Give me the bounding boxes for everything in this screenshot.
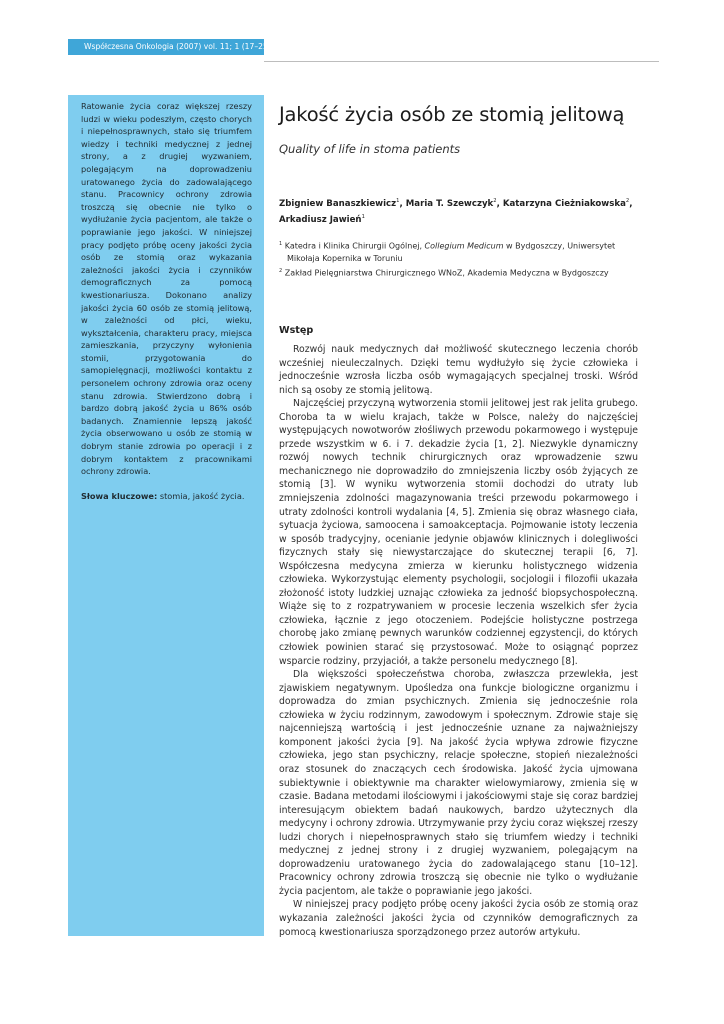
- author-separator: ,: [496, 198, 503, 209]
- abstract-text: Ratowanie życia coraz większej rzeszy ludzi w wieku podeszłym, często chorych i niepełnosprawnych, stało się triumfem wiedzy i techniki medycznej z jednej strony, a z drugiej wyzwaniem, polegającym na doprowadzeniu uratowanego życia do zadowalającego stanu. Pracownicy ochrony zdrowia troszczą się obecnie nie tylko o wydłużanie życia pacjentom, ale także o poprawianie jego jakości. W niniejszej pracy podjęto próbę oceny jakości życia osób ze stomią oraz wykazania zależności jakości życia i czynników demograficznych za pomocą kwestionariusza. Dokonano analizy jakości życia 60 osób ze stomią jelitową, w zależności od płci, wieku, wykształcenia, charakteru pracy, miejsca zamieszkania, przyczyny wyłonienia stomii, przygotowania do samopielęgnacji, możliwości kontaktu z personelem ochrony zdrowia oraz oceny stanu zdrowia. Stwierdzono dobrą i bardzo dobrą jakość życia u 86% osób badanych. Znamiennie lepszą jakość życia obserwowano u osób ze stomią w dobrym stanie zdrowia po operacji i z dobrym kontaktem z pracownikami ochrony zdrowia.: [81, 101, 252, 477]
- author-list: [279, 195, 638, 227]
- body-paragraph: Najczęściej przyczyną wytworzenia stomii jelitowej jest rak jelita grubego. Choroba ta w wielu krajach, także w Polsce, należy do najczęściej występujących nowotworów złośliwych przewodu pokarmowego i występuje przede wszystkim w 6. i 7. dekadzie życia [1, 2]. Niezwykle dynamiczny rozwój nowych technik chirurgicznych oraz wprowadzenie szwu mechanicznego nie doprowadziło do zmniejszenia liczby osób żyjących ze stomią [3]. W wyniku wytworzenia stomii dochodzi do utraty lub zmniejszenia zdolności magazynowania treści przewodu pokarmowego i utraty zdolności kontroli wydalania [4, 5]. Zmienia się obraz własnego ciała, sytuacja życiowa, samoocena i samoakceptacja. Pojmowanie istoty leczenia w sposób tradycyjny, ocenianie jedynie objawów klinicznych i dolegliwości fizycznych stały się niewystarczające do skutecznej terapii [6, 7]. Współczesna medycyna zmierza w kierunku holistycznego widzenia człowieka. Wykorzystując elementy psychologii, socjologii i filozofii ukazała złożoność istoty ludzkiej uznając człowieka za jedność biopsychospołeczną. Wiąże się to z rozpatrywaniem w procesie leczenia wszelkich sfer życia człowieka, łącznie z jego otoczeniem. Podejście holistyczne postrzega chorobę jako zmianę pewnych warunków codziennej egzystencji, do których człowiek powinien starać się przystosować. Może to osiągnąć poprzez wsparcie rodziny, przyjaciół, a także personelu medycznego [8].: [279, 398, 638, 667]
- affiliation-1: [279, 238, 638, 265]
- header-divider: [264, 61, 659, 62]
- keywords: [81, 490, 252, 503]
- section-heading: Wstęp: [279, 325, 314, 336]
- affiliation-institution: Collegium Medicum: [424, 241, 504, 251]
- abstract-sidebar: [68, 95, 264, 936]
- author-affiliation-mark: 1: [361, 213, 365, 220]
- body-paragraph: Rozwój nauk medycznych dał możliwość skutecznego leczenia chorób wcześniej nieuleczalnych. Dzięki temu wydłużyło się życie człowieka i jednocześnie wzrosła liczba osób wymagających specjalnej troski. Wśród nich są osoby ze stomią jelitową.: [279, 344, 638, 396]
- body-text: [279, 343, 638, 939]
- affiliation-2: [279, 265, 638, 280]
- author-affiliation-mark: 2: [493, 198, 497, 204]
- author-separator: ,: [399, 198, 406, 209]
- author-name: Maria T. Szewczyk: [405, 198, 494, 209]
- author-affiliation-mark: 2: [625, 198, 630, 204]
- affiliation-text: Zakład Pielęgniarstwa Chirurgicznego WNoZ, Akademia Medyczna w Bydgoszczy: [282, 268, 609, 278]
- body-paragraph: Dla większości społeczeństwa choroba, zwłaszcza przewlekła, jest zjawiskiem negatywnym. Upośledza ona funkcje biologiczne organizmu i doprowadza do zmian psychicznych. Zmienia się jednocześnie rola człowieka w życiu rodzinnym, zawodowym i społecznym. Zdrowie staje się najcenniejszą wartością i jest jednocześnie uznane za najważniejszy komponent jakości życia [9]. Na jakość życia wpływa zdrowie fizyczne człowieka, jego stan psychiczny, relacje społeczne, stopień niezależności oraz stosunek do znaczących cech środowiska. Jakość życia ujmowana subiektywnie i obiektywnie ma charakter wielowymiarowy, zmienia się w czasie. Badana metodami ilościowymi i jakościowymi staje się coraz bardziej interesującym obiektem badań naukowych, bardzo użytecznych dla medycyny i ochrony zdrowia. Utrzymywanie przy życiu coraz większej rzeszy ludzi chorych i niepełnosprawnych stało się triumfem wiedzy i techniki medycznej z jednej strony i z drugiej wyzwaniem, polegającym na doprowadzeniu uratowanego życia do zadowalającego stanu [10–12]. Pracownicy ochrony zdrowia troszczą się obecnie nie tylko o wydłużanie życia pacjentom, ale także o poprawianie jego jakości.: [279, 669, 638, 897]
- author-separator: ,: [629, 198, 633, 209]
- affiliations: [279, 238, 638, 279]
- author-name: Zbigniew Banaszkiewicz: [279, 198, 397, 209]
- keywords-label: Słowa kluczowe:: [81, 490, 158, 501]
- article-subtitle: Quality of life in stoma patients: [279, 142, 461, 156]
- affiliation-text: Katedra i Klinika Chirurgii Ogólnej,: [282, 241, 425, 251]
- author-name: Katarzyna Cieżniakowska: [502, 198, 626, 209]
- author-affiliation-mark: 1: [396, 198, 400, 204]
- affiliation-text: w Bydgoszczy, Uniwersytet Mikołaja Kopernika w Toruniu: [287, 241, 616, 263]
- body-paragraph: W niniejszej pracy podjęto próbę oceny jakości życia osób ze stomią oraz wykazania zależności jakości życia od czynników demograficznych za pomocą kwestionariusza sporządzonego przez autorów artykułu.: [279, 899, 638, 938]
- article-title: Jakość życia osób ze stomią jelitową: [279, 103, 625, 126]
- affiliation-number: 2: [279, 267, 283, 274]
- author-name: Arkadiusz Jawień: [279, 214, 362, 225]
- affiliation-number: 1: [279, 241, 283, 247]
- keywords-list: stomia, jakość życia.: [157, 490, 245, 501]
- journal-header: Współczesna Onkologia (2007) vol. 11; 1 (17–25): [68, 39, 264, 55]
